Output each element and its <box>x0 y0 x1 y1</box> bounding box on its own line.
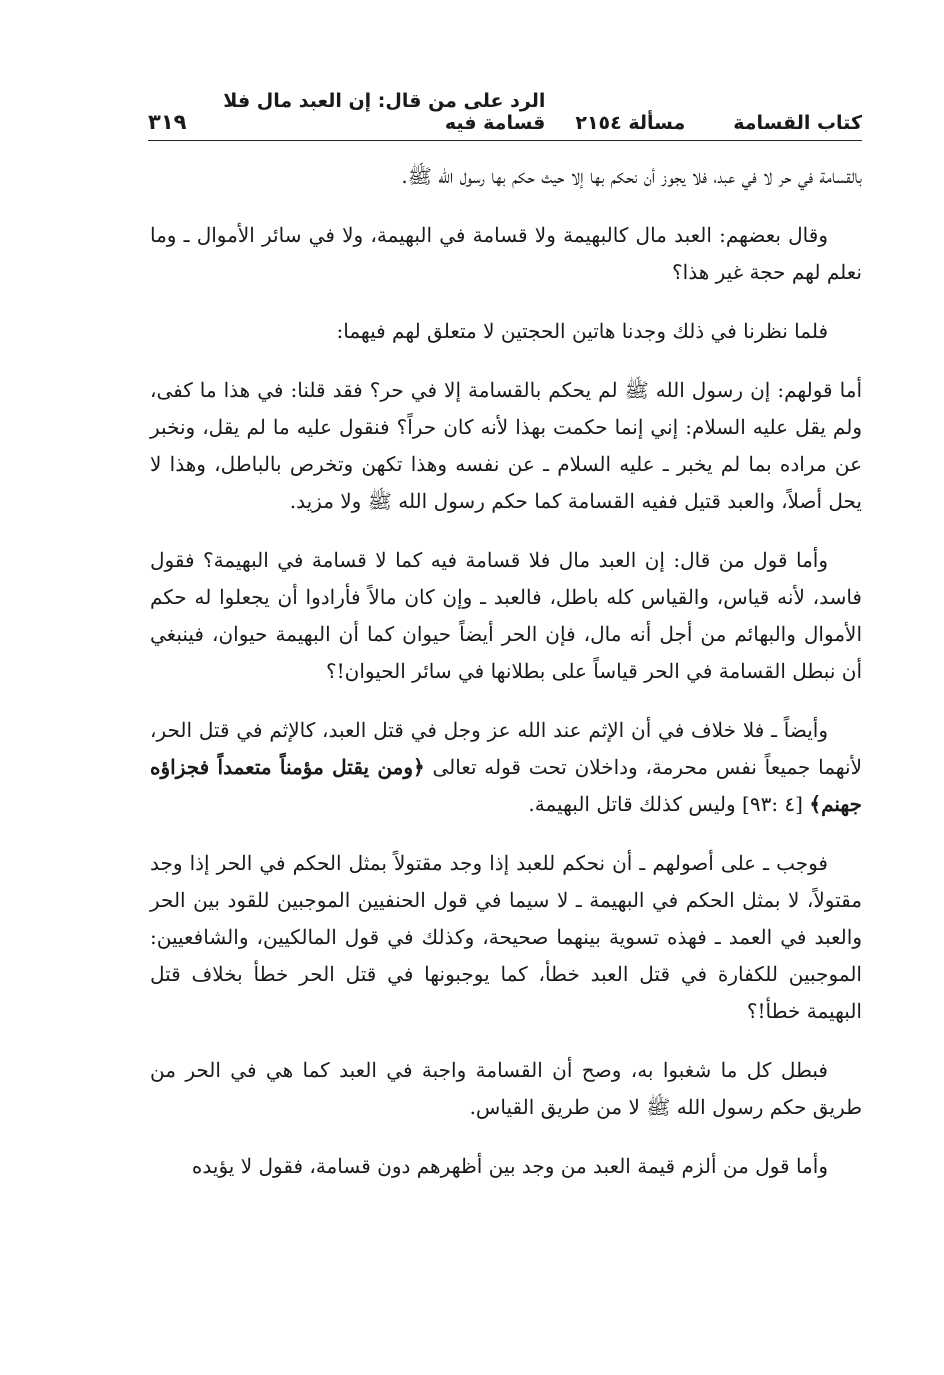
book-title: كتاب القسامة <box>733 112 862 134</box>
verse-citation: [٤ :٩٣] وليس كذلك قاتل البهيمة. <box>528 792 810 816</box>
running-head <box>148 90 862 134</box>
issue-number: مسألة ٢١٥٤ <box>575 112 686 134</box>
paragraph-2: وقال بعضهم: العبد مال كالبهيمة ولا قسامة في البهيمة، ولا في سائر الأموال ـ وما نعلم لهم حجة غير هذا؟ <box>150 223 862 284</box>
paragraph-8: فبطل كل ما شغبوا به، وصح أن القسامة واجبة في العبد كما هي في الحر من طريق حكم رسول الله ﷺ لا من طريق القياس. <box>150 1058 862 1119</box>
paragraph-1: بالقسامة في حر لا في عبد، فلا يجوز أن نحكم بها إلا حيث حكم بها رسول الله ﷺ. <box>401 164 862 188</box>
paragraph-6 <box>150 712 862 823</box>
section-topic: الرد على من قال: إن العبد مال فلا قسامة فيه <box>223 90 546 134</box>
paragraph-3: فلما نظرنا في ذلك وجدنا هاتين الحجتين لا متعلق لهم فيهما: <box>336 319 828 343</box>
paragraph-6-text: وأيضاً ـ فلا خلاف في أن الإثم عند الله عز وجل في قتل العبد، كالإثم في قتل الحر، لأنهما جميعاً نفس محرمة، وداخلان تحت قوله تعالى <box>150 718 862 779</box>
body-text <box>150 158 862 1207</box>
paragraph-5: وأما قول من قال: إن العبد مال فلا قسامة فيه كما لا قسامة في البهيمة؟ فقول فاسد، لأنه قياس، والقياس كله باطل، فالعبد ـ وإن كان مالاً فأرادوا أن يجعلوا له حكم الأموال والبهائم من أجل أنه مال، فإن الحر أيضاً حيوان كما أن البهيمة حيوان، فينبغي أن نبطل القسامة في الحر قياساً على بطلانها في سائر الحيوان!؟ <box>150 548 862 683</box>
paragraph-9: وأما قول من ألزم قيمة العبد من وجد بين أظهرهم دون قسامة، فقول لا يؤيده <box>191 1154 828 1178</box>
paragraph-7: فوجب ـ على أصولهم ـ أن نحكم للعبد إذا وجد مقتولاً بمثل الحكم في الحر إذا وجد مقتولاً، لا بمثل الحكم في البهيمة ـ لا سيما في قول الحنفيين الموجبين للقود بين الحر والعبد في العمد ـ فهذه تسوية بينهما صحيحة، وكذلك في قول المالكيين، والشافعيين: الموجبين للكفارة في قتل العبد خطأ، كما يوجبونها في قتل الحر خطأ بخلاف قتل البهيمة خطأ!؟ <box>150 851 862 1023</box>
page-number: ٣١٩ <box>148 110 187 134</box>
quran-verse: ﴿ومن يقتل مؤمناً متعمداً فجزاؤه جهنم﴾ <box>150 755 862 816</box>
paragraph-4: أما قولهم: إن رسول الله ﷺ لم يحكم بالقسامة إلا في حر؟ فقد قلنا: في هذا ما كفى، ولم يقل عليه السلام: إني إنما حكمت بهذا لأنه كان حراً؟ فنقول عليه ما لم يقل، ونخبر عن مراده بما لم يخبر ـ عليه السلام ـ عن نفسه وهذا تكهن وتخرص بالباطل، وهذا لا يحل أصلاً، والعبد قتيل ففيه القسامة كما حكم رسول الله ﷺ ولا مزيد. <box>150 378 862 513</box>
header-rule <box>148 140 862 141</box>
